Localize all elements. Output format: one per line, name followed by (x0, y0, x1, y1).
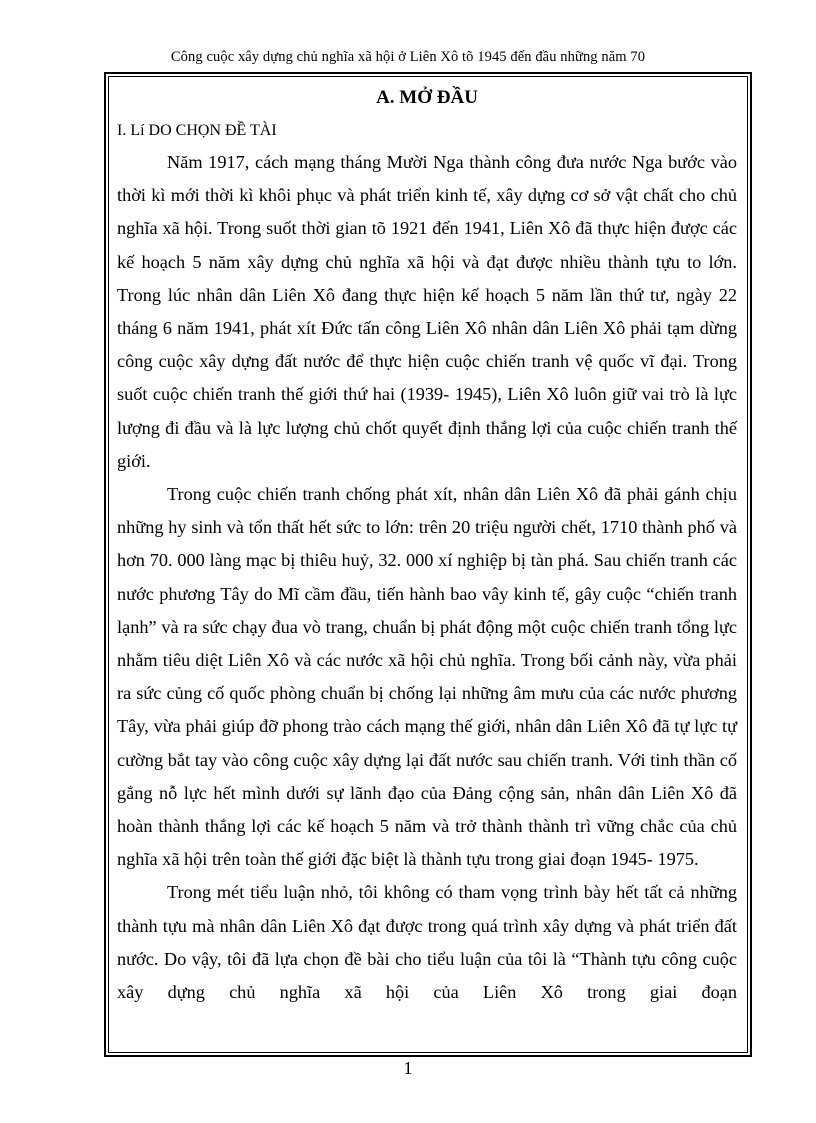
paragraph-3: Trong mét tiểu luận nhỏ, tôi không có tham vọng trình bày hết tất cả những thành tựu mà nhân dân Liên Xô đạt được trong quá trình xây dựng và phát triển đất nước. Do vậy, tôi đã lựa chọn đề bài cho tiểu luận của tôi là “Thành tựu công cuộc xây dựng chủ nghĩa xã hội của Liên Xô trong giai đoạn (117, 882, 737, 1003)
document-body (117, 80, 737, 1009)
running-header: Công cuộc xây dựng chủ nghĩa xã hội ở Liên Xô tõ 1945 đến đầu những năm 70 (170, 49, 646, 65)
paragraph-1: Năm 1917, cách mạng tháng Mười Nga thành công đưa nước Nga bước vào thời kì mới thời kì khôi phục và phát triển kinh tế, xây dựng cơ sở vật chất cho chủ nghĩa xã hội. Trong suốt thời gian tõ 1921 đến 1941, Liên Xô đã thực hiện được các kế hoạch 5 năm xây dựng chủ nghĩa xã hội và đạt được nhiều thành tựu to lớn. Trong lúc nhân dân Liên Xô đang thực hiện kế hoạch 5 năm lần thứ tư, ngày 22 tháng 6 năm 1941, phát xít Đức tấn công Liên Xô nhân dân Liên Xô phải tạm dừng công cuộc xây dựng đất nước để thực hiện cuộc chiến tranh vệ quốc vĩ đại. Trong suốt cuộc chiến tranh thế giới thứ hai (1939- 1945), Liên Xô luôn giữ vai trò là lực lượng đi đầu và là lực lượng chủ chốt quyết định thắng lợi của cuộc chiến tranh thế giới. (117, 152, 737, 471)
section-heading: I. Lí DO CHỌN ĐỀ TÀI (117, 122, 277, 139)
page-number: 1 (403, 1058, 413, 1078)
document-title: A. MỞ ĐẦU (376, 87, 478, 108)
paragraph-2: Trong cuộc chiến tranh chống phát xít, nhân dân Liên Xô đã phải gánh chịu những hy sinh và tổn thất hết sức to lớn: trên 20 triệu người chết, 1710 thành phố và hơn 70. 000 làng mạc bị thiêu huỷ, 32. 000 xí nghiệp bị tàn phá. Sau chiến tranh các nước phương Tây do Mĩ cầm đầu, tiến hành bao vây kinh tế, gây cuộc “chiến tranh lạnh” và ra sức chạy đua vò trang, chuẩn bị phát động một cuộc chiến tranh tổng lực nhằm tiêu diệt Liên Xô và các nước xã hội chủ nghĩa. Trong bối cảnh này, vừa phải ra sức củng cố quốc phòng chuẩn bị chống lại những âm mưu của các nước phương Tây, vừa phải giúp đỡ phong trào cách mạng thế giới, nhân dân Liên Xô đã tự lực tự cường bắt tay vào công cuộc xây dựng lại đất nước sau chiến tranh. Với tinh thần cố gắng nỗ lực hết mình dưới sự lãnh đạo của Đảng cộng sản, nhân dân Liên Xô đã hoàn thành thắng lợi các kế hoạch 5 năm và trở thành thành trì vững chắc của chủ nghĩa xã hội trên toàn thế giới đặc biệt là thành tựu trong giai đoạn 1945- 1975. (117, 484, 737, 870)
